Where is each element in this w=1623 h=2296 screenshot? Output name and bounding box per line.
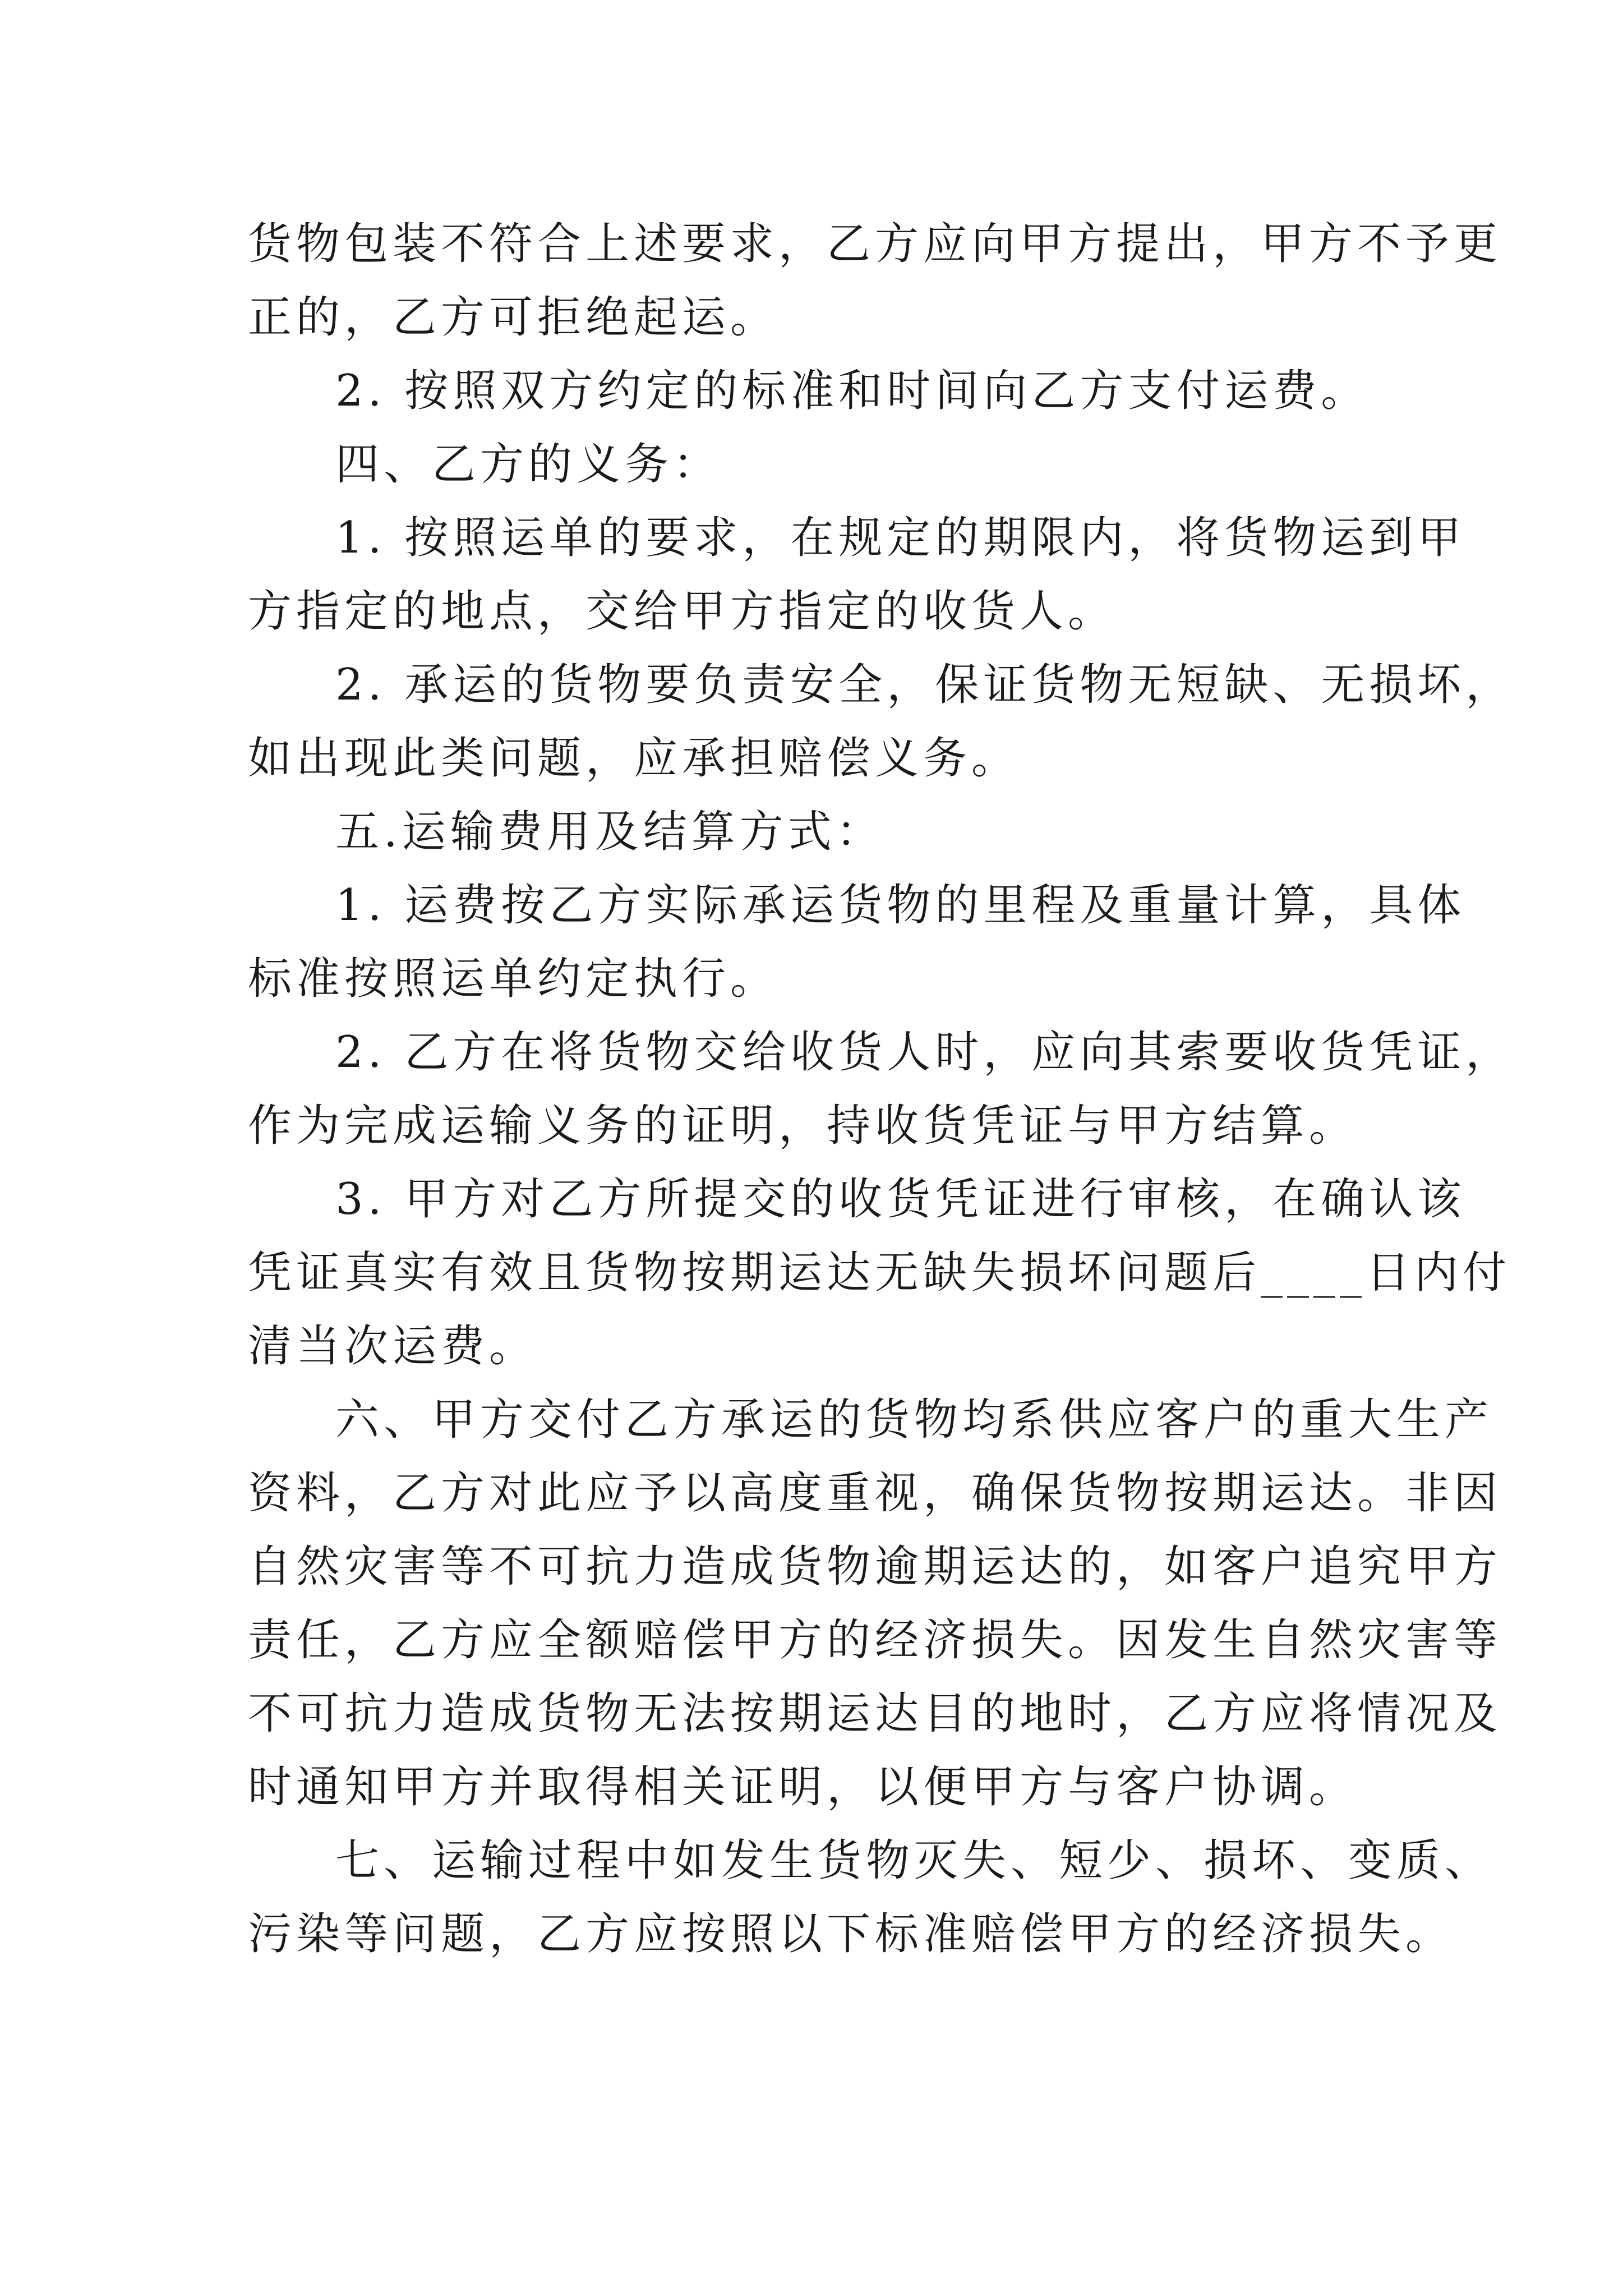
text-line: 清当次运费。 (248, 1321, 538, 1372)
text-line: 1. 运费按乙方实际承运货物的里程及重量计算，具体 (335, 880, 1466, 931)
text-line: 凭证真实有效且货物按期运达无缺失损坏问题后____日内付 (248, 1248, 1511, 1298)
text-line: 六、甲方交付乙方承运的货物均系供应客户的重大生产 (335, 1395, 1493, 1445)
text-line: 2. 按照双方约定的标准和时间向乙方支付运费。 (335, 366, 1370, 416)
text-line: 责任，乙方应全额赔偿甲方的经济损失。因发生自然灾害等 (248, 1615, 1502, 1665)
text-line: 不可抗力造成货物无法按期运达目的地时，乙方应将情况及 (248, 1688, 1502, 1739)
paragraph (248, 1824, 1493, 1971)
text-line: 标准按照运单约定执行。 (248, 954, 779, 1004)
text-line: 自然灾害等不可抗力造成货物逾期运达的，如客户追究甲方 (248, 1542, 1502, 1592)
paragraph (248, 501, 1466, 648)
paragraph (248, 208, 1502, 355)
text-line: 3. 甲方对乙方所提交的收货凭证进行审核，在确认该 (335, 1174, 1466, 1225)
text-line: 货物包装不符合上述要求，乙方应向甲方提出，甲方不予更 (248, 219, 1502, 269)
text-line: 方指定的地点，交给甲方指定的收货人。 (248, 586, 1117, 637)
text-line: 七、运输过程中如发生货物灭失、短少、损坏、变质、 (335, 1835, 1493, 1886)
text-line: 资料，乙方对此应予以高度重视，确保货物按期运达。非因 (248, 1468, 1502, 1519)
text-line: 正的，乙方可拒绝起运。 (248, 292, 779, 343)
text-line: 2. 承运的货物要负责安全，保证货物无短缺、无损坏， (335, 660, 1514, 710)
document-page (248, 208, 1514, 1971)
paragraph (248, 355, 1386, 428)
paragraph (248, 1163, 1511, 1383)
paragraph (248, 795, 1386, 869)
paragraph (248, 648, 1514, 795)
text-line: 如出现此类问题，应承担赔偿义务。 (248, 733, 1020, 784)
paragraph (248, 869, 1466, 1016)
text-line: 污染等问题，乙方应按照以下标准赔偿甲方的经济损失。 (248, 1909, 1454, 1959)
paragraph (248, 1383, 1502, 1824)
document-body (248, 208, 1514, 1971)
text-line: 时通知甲方并取得相关证明，以便甲方与客户协调。 (248, 1762, 1358, 1812)
text-line: 四、乙方的义务： (335, 439, 722, 490)
paragraph (248, 428, 1386, 501)
text-line: 1. 按照运单的要求，在规定的期限内，将货物运到甲 (335, 513, 1466, 563)
text-line: 2. 乙方在将货物交给收货人时，应向其索要收货凭证， (335, 1027, 1514, 1078)
paragraph (248, 1016, 1514, 1163)
text-line: 作为完成运输义务的证明，持收货凭证与甲方结算。 (248, 1101, 1358, 1151)
text-line: 五.运输费用及结算方式： (335, 807, 884, 857)
